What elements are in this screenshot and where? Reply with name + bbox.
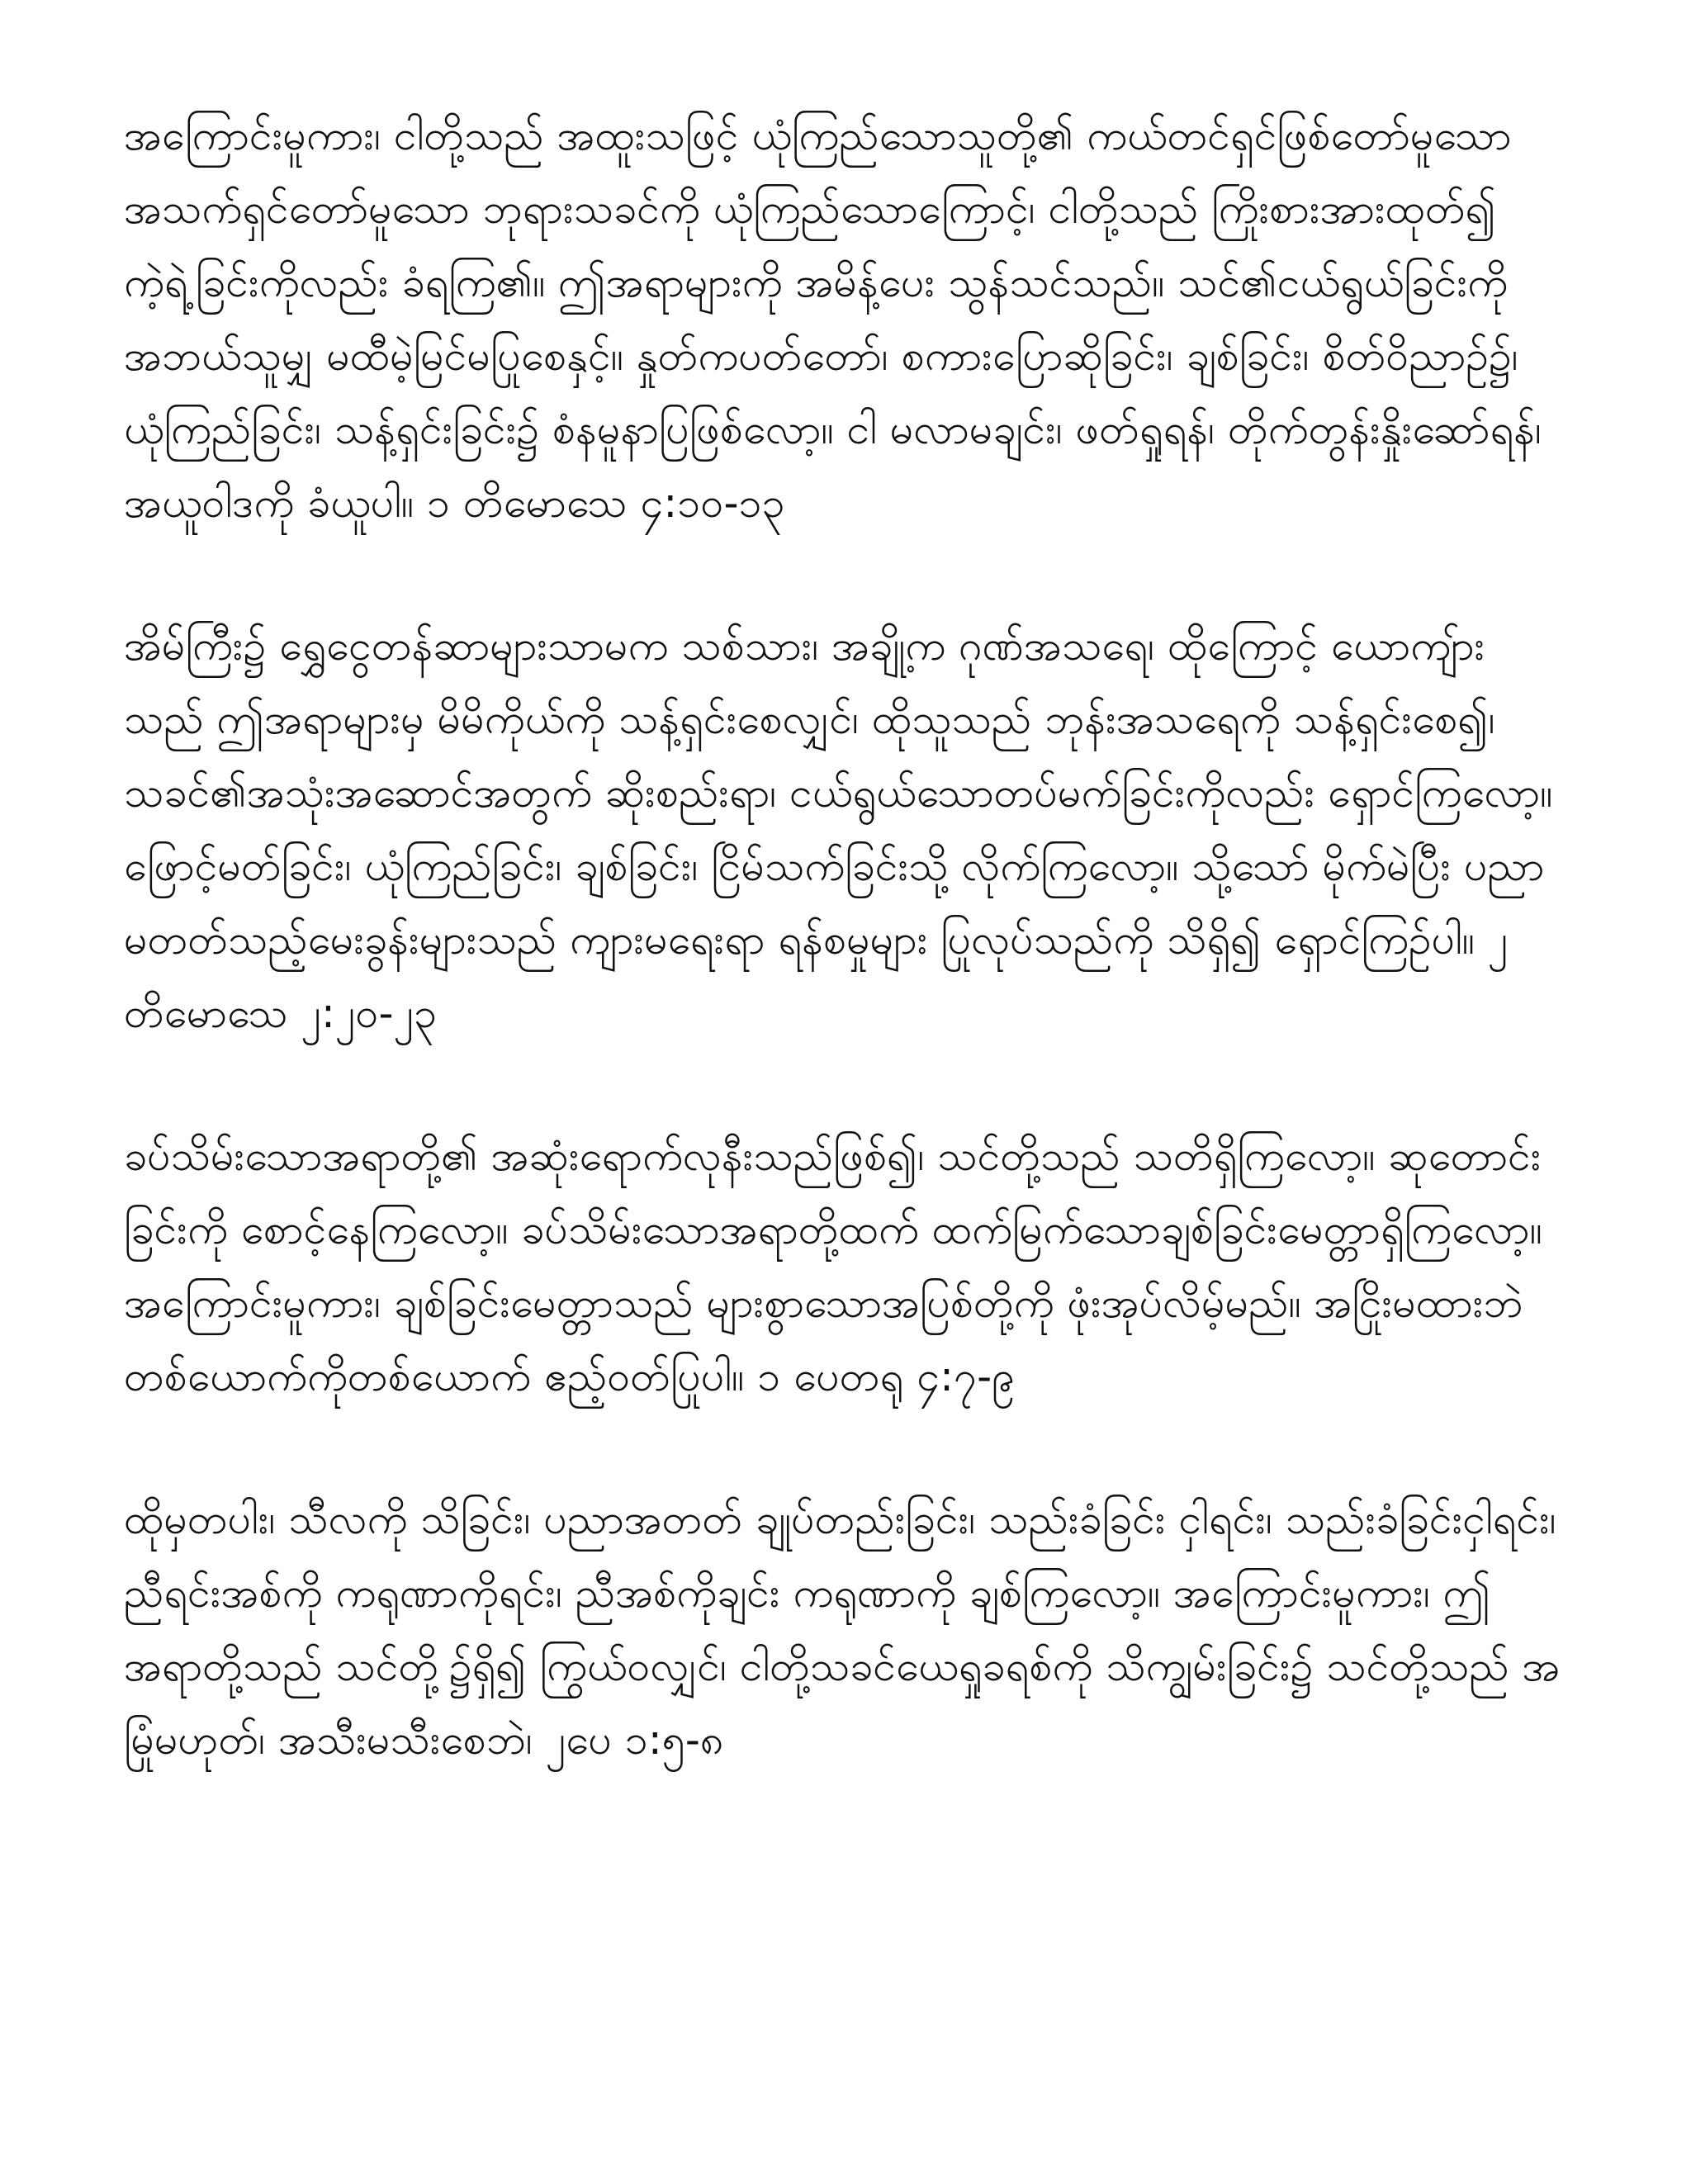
paragraph-1: အကြောင်းမူကား၊ ငါတို့သည် အထူးသဖြင့် ယုံကြည်သောသူတို့၏ ကယ်တင်ရှင်ဖြစ်တော်မူသော အသက်ရှင်တော်မူသော ဘုရားသခင်ကို ယုံကြည်သောကြောင့်၊ ငါတို့သည် ကြိုးစားအားထုတ်၍ ကဲ့ရဲ့ခြင်းကိုလည်း ခံရကြ၏။ ဤအရာများကို အမိန့်ပေး သွန်သင်သည်။ သင်၏ငယ်ရွယ်ခြင်းကို အဘယ်သူမျှ မထီမဲ့မြင်မပြုစေနှင့်။ နှုတ်ကပတ်တော်၊ စကားပြောဆိုခြင်း၊ ချစ်ခြင်း၊ စိတ်ဝိညာဉ်၌၊ ယုံကြည်ခြင်း၊ သန့်ရှင်းခြင်း၌ စံနမူနာပြဖြစ်လော့။ ငါ မလာမချင်း၊ ဖတ်ရှုရန်၊ တိုက်တွန်းနှိုးဆော်ရန်၊ အယူဝါဒကို ခံယူပါ။ ၁ တိမောသေ ၄:၁၀-၁၃	[124, 111, 1542, 527]
paragraph-2: အိမ်ကြီး၌ ရွှေငွေတန်ဆာများသာမက သစ်သား၊ အချို့က ဂုဏ်အသရေ၊ ထိုကြောင့် ယောကျ်ားသည် ဤအရာများမှ မိမိကိုယ်ကို သန့်ရှင်းစေလျှင်၊ ထိုသူသည် ဘုန်းအသရေကို သန့်ရှင်းစေ၍၊ သခင်၏အသုံးအဆောင်အတွက် ဆိုးစည်းရာ၊ ငယ်ရွယ်သောတပ်မက်ခြင်းကိုလည်း ရှောင်ကြလော့။ ဖြောင့်မတ်ခြင်း၊ ယုံကြည်ခြင်း၊ ချစ်ခြင်း၊ ငြိမ်သက်ခြင်းသို့ လိုက်ကြလော့။ သို့သော် မိုက်မဲပြီး ပညာမတတ်သည့်မေးခွန်းများသည် ကျားမရေးရာ ရန်စမှုများ ပြုလုပ်သည်ကို သိရှိ၍ ရှောင်ကြဉ်ပါ။ ၂ တိမောသေ ၂:၂၀-၂၃	[124, 622, 1553, 1037]
paragraph-4: ထိုမှတပါး၊ သီလကို သိခြင်း၊ ပညာအတတ် ချုပ်တည်းခြင်း၊ သည်းခံခြင်း ငှါရင်း၊ သည်းခံခြင်းငှါရင်း၊ ညီရင်းအစ်ကို ကရုဏာကိုရင်း၊ ညီအစ်ကိုချင်း ကရုဏာကို ချစ်ကြလော့။ အကြောင်းမူကား၊ ဤအရာတို့သည် သင်တို့၌ရှိ၍ ကြွယ်ဝလျှင်၊ ငါတို့သခင်ယေရှုခရစ်ကို သိကျွမ်းခြင်း၌ သင်တို့သည် အမြုံမဟုတ်၊ အသီးမသီးစေဘဲ၊ ၂ပေ ၁:၅-၈	[124, 1495, 1561, 1764]
paragraph-3: ခပ်သိမ်းသောအရာတို့၏ အဆုံးရောက်လုနီးသည်ဖြစ်၍၊ သင်တို့သည် သတိရှိကြလော့။ ဆုတောင်းခြင်းကို စောင့်နေကြလော့။ ခပ်သိမ်းသောအရာတို့ထက် ထက်မြက်သောချစ်ခြင်းမေတ္တာရှိကြလော့။ အကြောင်းမူကား၊ ချစ်ခြင်းမေတ္တာသည် များစွာသောအပြစ်တို့ကို ဖုံးအုပ်လိမ့်မည်။ အငြိုးမထားဘဲ တစ်ယောက်ကိုတစ်ယောက် ဧည့်ဝတ်ပြုပါ။ ၁ ပေတရု ၄:၇-၉	[124, 1132, 1542, 1400]
document-page	[124, 99, 1561, 1777]
